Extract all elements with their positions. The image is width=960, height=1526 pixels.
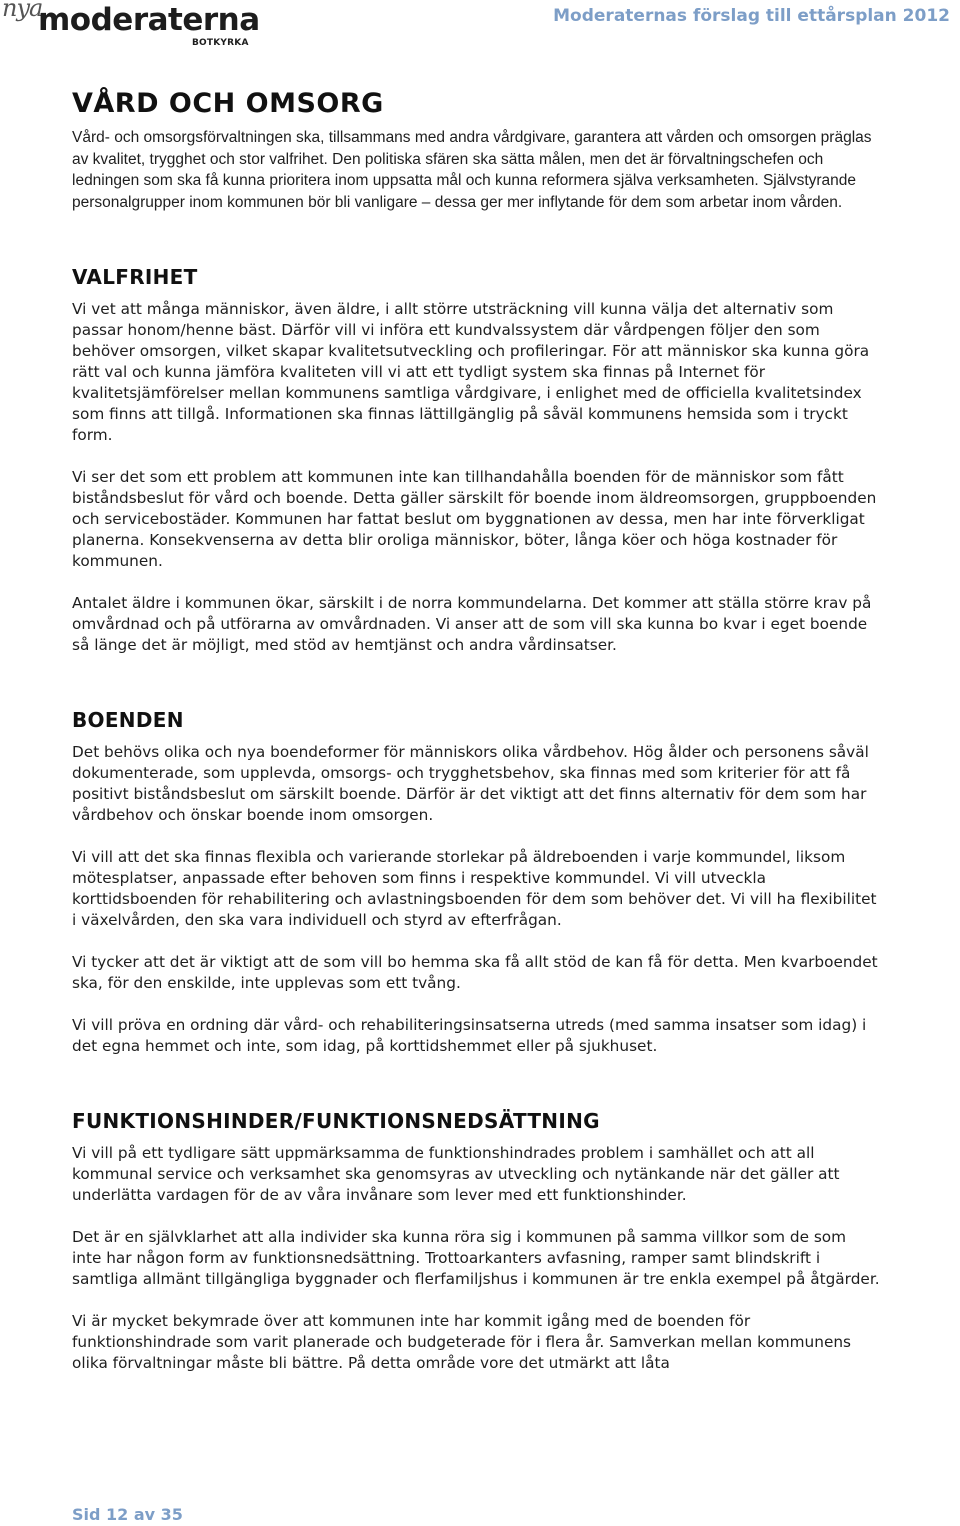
section-funktionshinder: [72, 1109, 880, 1374]
paragraph: Det behövs olika och nya boendeformer för människors olika vårdbehov. Hög ålder och personens såväl dokumenterade, som upplevda, omsorgs- och trygghetsbehov, ska finnas med som kriterier för att få positivt biståndsbeslut om särskilt boende. Därför är det viktigt att det finns alternativ för dem som har vårdbehov och önskar boende inom omsorgen.: [72, 743, 869, 824]
paragraph: Vi är mycket bekymrade över att kommunen inte har kommit igång med de boenden för funktionshindrade som varit planerade och budgeterade för i flera år. Samverkan mellan kommunens olika förvaltningar måste bli bättre. På detta område vore det utmärkt att låta: [72, 1312, 852, 1372]
paragraph: Vi vill att det ska finnas flexibla och varierande storlekar på äldreboenden i varje kommundel, liksom mötesplatser, anpassade efter behoven som finns i respektive kommundel. Vi vill utveckla korttidsboenden för rehabilitering och avlastningsboenden för dem som behöver det. Vi vill ha flexibilitet i växelvården, den ska vara individuell och styrd av efterfrågan.: [72, 848, 877, 929]
paragraph: Vi vill pröva en ordning där vård- och rehabiliteringsinsatserna utreds (med samma insatser som idag) i det egna hemmet och inte, som idag, på korttidshemmet eller på sjukhuset.: [72, 1016, 867, 1055]
logo-wordmark: moderaterna: [38, 2, 260, 38]
section-vard-och-omsorg: [72, 88, 880, 213]
page-number: Sid 12 av 35: [72, 1505, 183, 1524]
section-heading: BOENDEN: [72, 708, 184, 732]
section-valfrihet: [72, 265, 880, 656]
document-title: Moderaternas förslag till ettårsplan 2012: [553, 6, 950, 26]
paragraph: Vi vet att många människor, även äldre, i allt större utsträckning vill kunna välja det alternativ som passar honom/henne bäst. Därför vill vi införa ett kundvalssystem där vårdpengen följer den som behöver omsorgen, vilket skapar kvalitetsutveckling och profileringar. För att människor ska kunna göra rätt val och kunna jämföra kvaliteten vill vi att ett tydligt system ska finnas på Internet för kvalitetsjämförelser mellan kommunens samtliga vårdgivare, i enlighet med de officiella kvalitetsindex som finns att tillgå. Informationen ska finnas lättillgänglig på såväl kommunens hemsida som i tryckt form.: [72, 300, 870, 444]
section-heading: VALFRIHET: [72, 265, 198, 289]
logo-subtitle: BOTKYRKA: [192, 38, 249, 48]
page-header: [0, 0, 960, 60]
paragraph: Antalet äldre i kommunen ökar, särskilt i de norra kommundelarna. Det kommer att ställa större krav på omvårdnad och på utförarna av omvårdnaden. Vi anser att de som vill ska kunna bo kvar i eget boende så länge det är möjligt, med stöd av hemtjänst och andra vårdinsatser.: [72, 594, 872, 654]
section-boenden: [72, 708, 880, 1057]
document-body: [72, 88, 880, 1374]
paragraph: Vi tycker att det är viktigt att de som vill bo hemma ska få allt stöd de kan få för detta. Men kvarboendet ska, för den enskilde, inte upplevas som ett tvång.: [72, 953, 878, 992]
paragraph: Det är en självklarhet att alla individer ska kunna röra sig i kommunen på samma villkor som de som inte har någon form av funktionsnedsättning. Trottoarkanters avfasning, ramper samt blindskrift i samtliga allmänt tillgängliga byggnader och flerfamiljshus i kommunen är tre enkla exempel på åtgärder.: [72, 1228, 880, 1288]
section-heading: VÅRD OCH OMSORG: [72, 88, 384, 119]
paragraph: Vi vill på ett tydligare sätt uppmärksamma de funktionshindrades problem i samhället och att all kommunal service och verksamhet ska genomsyras av utveckling och nytänkande när det gäller att underlätta vardagen för de av våra invånare som lever med ett funktionshinder.: [72, 1144, 840, 1204]
moderaterna-logo: [2, 0, 262, 56]
section-heading: FUNKTIONSHINDER/FUNKTIONSNEDSÄTTNING: [72, 1109, 600, 1133]
paragraph: Vi ser det som ett problem att kommunen inte kan tillhandahålla boenden för de människor som fått biståndsbeslut för vård och boende. Detta gäller särskilt för boende inom äldreomsorgen, gruppboenden och servicebostäder. Kommunen har fattat beslut om byggnationen av dessa, men har inte förverkligat planerna. Konsekvenserna av detta blir oroliga människor, böter, långa köer och höga kostnader för kommunen.: [72, 468, 877, 570]
paragraph: Vård- och omsorgsförvaltningen ska, tillsammans med andra vårdgivare, garantera att vården och omsorgen präglas av kvalitet, trygghet och stor valfrihet. Den politiska sfären ska sätta målen, men det är förvaltningschefen och ledningen som ska få kunna prioritera inom uppsatta mål och kunna reformera själva verksamheten. Självstyrande personalgrupper inom kommunen bör bli vanligare – dessa ger mer inflytande för dem som arbetar inom vården.: [72, 129, 872, 211]
logo-script-text: nya: [2, 0, 43, 22]
